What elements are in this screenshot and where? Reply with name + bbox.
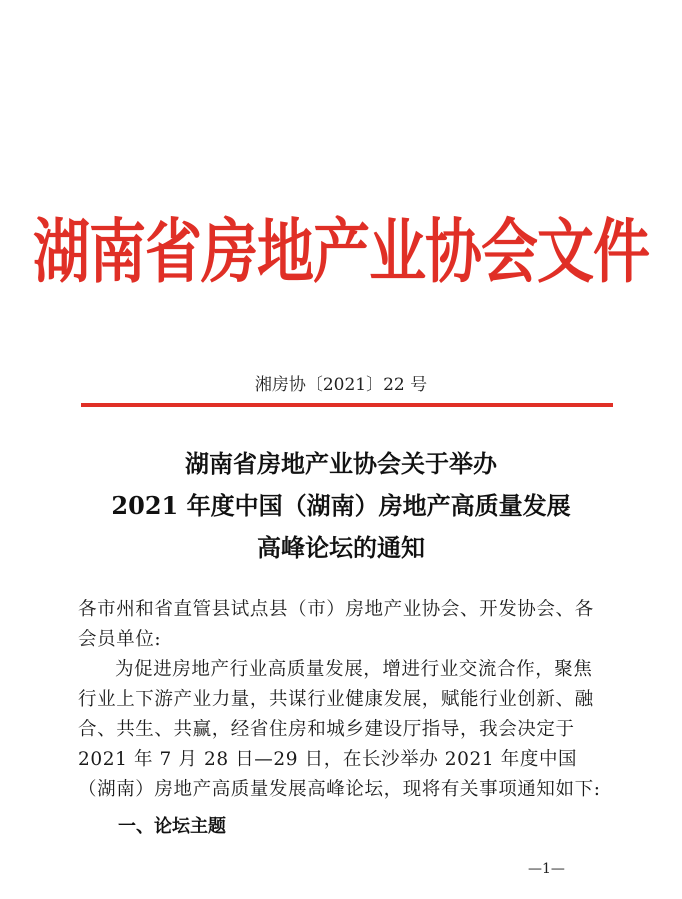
salutation: 各市州和省直管县试点县（市）房地产业协会、开发协会、各会员单位: (78, 599, 594, 650)
section-heading: 一、论坛主题 (118, 816, 226, 837)
document-header-title: 湖南省房地产业协会文件 (33, 211, 649, 293)
notice-title (0, 443, 682, 569)
notice-title-line-2: 2021 年度中国（湖南）房地产高质量发展 (111, 491, 571, 520)
body-paragraph: 为促进房地产行业高质量发展，增进行业交流合作，聚焦行业上下游产业力量，共谋行业健康发展，赋能行业创新、融合、共生、共赢，经省住房和城乡建设厅指导，我会决定于 2021 年 7 月 28 日—29 日，在长沙举办 2021 年度中国（湖南）房地产高质量发展高峰论坛，现将有关事项通知如下: (78, 659, 601, 800)
notice-title-line-3: 高峰论坛的通知 (257, 533, 425, 562)
notice-title-line-1: 湖南省房地产业协会关于举办 (185, 449, 497, 478)
notice-body (78, 595, 608, 805)
document-number: 湘房协〔2021〕22 号 (254, 375, 428, 395)
page-number: —1— (528, 861, 565, 877)
red-divider-line (81, 403, 613, 407)
